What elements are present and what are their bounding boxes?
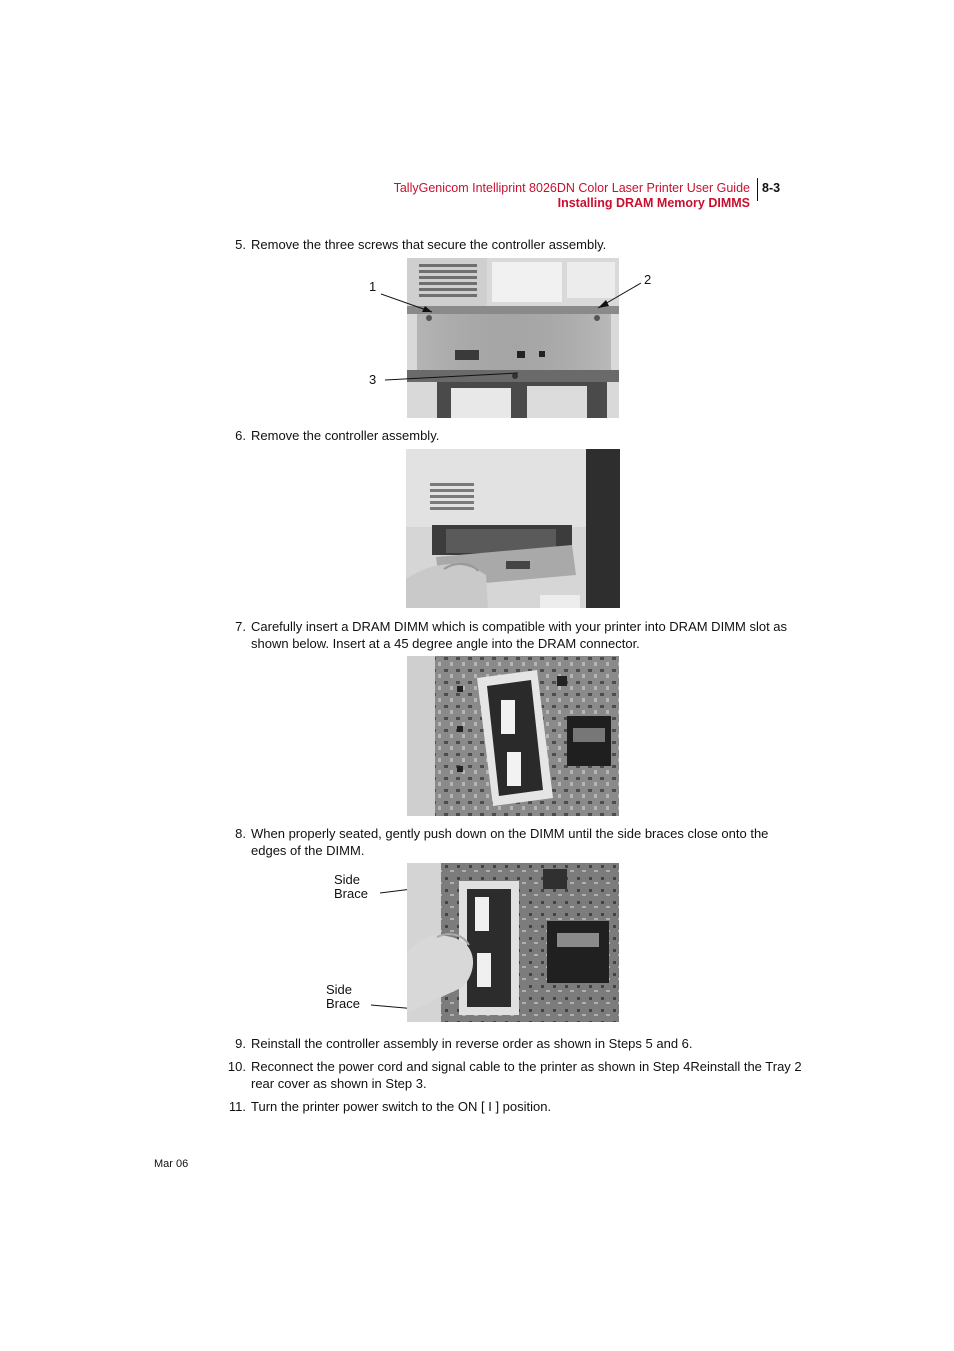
guide-title: TallyGenicom Intelliprint 8026DN Color Laser Printer User Guide [393, 181, 750, 195]
controller-screws-photo [407, 258, 619, 418]
side-brace-top-label: Side Brace [334, 872, 368, 901]
step-text: Reconnect the power cord and signal cable to the printer as shown in Step 4Reinstall the Tray 2 rear cover as shown in Step 3. [251, 1059, 802, 1091]
header-divider [757, 178, 758, 201]
step-text: Carefully insert a DRAM DIMM which is compatible with your printer into DRAM DIMM slot as shown below. Insert at a 45 degree angle into the DRAM connector. [251, 619, 788, 651]
step-number: 10. [227, 1059, 246, 1074]
side-brace-photo [407, 863, 619, 1022]
step-number: 9. [235, 1036, 246, 1051]
step-number: 8. [235, 826, 246, 841]
page-number: 8-3 [762, 181, 781, 195]
step-text: When properly seated, gently push down on the DIMM until the side braces close onto the edges of the DIMM. [251, 826, 769, 858]
footer-date: Mar 06 [154, 1158, 189, 1170]
step-number: 5. [235, 237, 246, 252]
callout-1: 1 [369, 279, 377, 294]
step-number: 7. [235, 619, 246, 634]
step-text: Reinstall the controller assembly in reverse order as shown in Steps 5 and 6. [251, 1036, 693, 1051]
step-text: Turn the printer power switch to the ON [ I ] position. [251, 1099, 552, 1114]
callout-3: 3 [369, 372, 377, 387]
step-number: 6. [235, 428, 246, 443]
callout-2: 2 [644, 272, 652, 287]
section-title: Installing DRAM Memory DIMMS [557, 196, 750, 210]
step-text: Remove the controller assembly. [251, 428, 440, 443]
step-number: 11. [228, 1099, 246, 1114]
step-text: Remove the three screws that secure the controller assembly. [251, 237, 607, 252]
controller-removal-photo [406, 449, 620, 608]
dimm-insertion-photo [407, 656, 619, 816]
side-brace-bottom-label: Side Brace [326, 982, 360, 1011]
